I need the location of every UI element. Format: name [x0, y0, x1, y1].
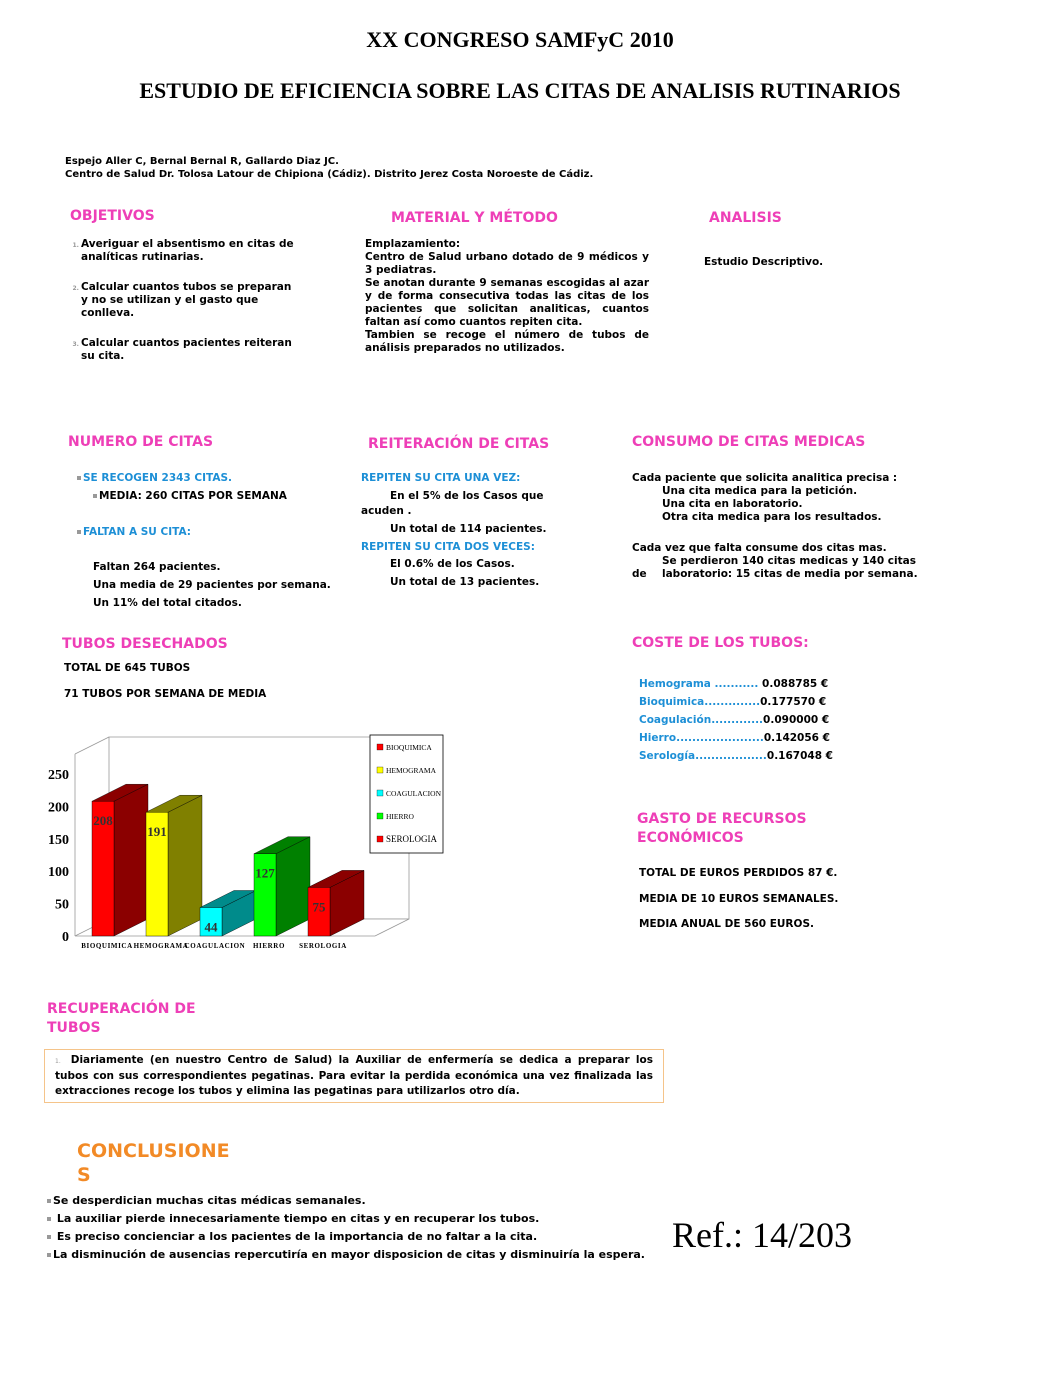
y-tick-label: 150 — [48, 832, 69, 848]
gasto-l3: MEDIA ANUAL DE 560 EUROS. — [639, 918, 814, 930]
conclusion-item: La disminución de ausencias repercutiría en mayor disposicion de citas y disminuiría la espera. — [47, 1246, 645, 1264]
material-text — [365, 238, 649, 355]
consumo-intro: Cada paciente que solicita analitica precisa : — [632, 472, 898, 484]
bar-value-label: 208 — [93, 813, 113, 829]
recuperacion-text: Diariamente (en nuestro Centro de Salud) la Auxiliar de enfermería se dedica a preparar los tubos con sus correspondientes pegatinas. Para evitar la perdida económica una vez finalizada las extracciones recoge los tubos y elimina las pegatinas para utilizarlos otro día. — [55, 1054, 653, 1097]
objetivo-item: 2. Calcular cuantos tubos se preparan y no se utilizan y el gasto que conlleva. — [81, 281, 295, 320]
objetivo-item: 1. Averiguar el absentismo en citas de analíticas rutinarias. — [81, 238, 295, 264]
consumo-falta: Cada vez que falta consume dos citas mas. — [632, 542, 887, 554]
x-tick-label: HEMOGRAMA — [133, 942, 189, 950]
repiten-una-l2: Un total de 114 pacientes. — [390, 523, 547, 535]
gasto-l2: MEDIA DE 10 EUROS SEMANALES. — [639, 893, 839, 905]
analisis-text: Estudio Descriptivo. — [704, 256, 824, 268]
legend-swatch — [377, 836, 383, 842]
legend-label: HIERRO — [386, 812, 414, 821]
conclusiones-list — [47, 1192, 645, 1264]
material-p2: Se anotan durante 9 semanas escogidas al azar y de forma consecutiva todas las citas de los pacientes que solicitan analiticas, cuantos faltan así como cuantos repiten cita. — [365, 277, 649, 328]
tubos-bar-chart — [40, 710, 460, 960]
consumo-c1: Una cita medica para la petición. — [662, 485, 858, 497]
reference: Ref.: 14/203 — [672, 1215, 852, 1255]
bar-value-label: 191 — [147, 824, 167, 840]
citas-media: MEDIA: 260 CITAS POR SEMANA — [93, 490, 287, 503]
tubos-semana: 71 TUBOS POR SEMANA DE MEDIA — [64, 688, 267, 700]
material-label: Emplazamiento: — [365, 238, 461, 250]
legend-label: SEROLOGIA — [386, 834, 437, 844]
consumo-perd1: Se perdieron 140 citas medicas y 140 citas — [662, 555, 916, 567]
coste-heading: COSTE DE LOS TUBOS: — [632, 635, 809, 651]
authors: Espejo Aller C, Bernal Bernal R, Gallardo Diaz JC. — [65, 156, 339, 167]
x-tick-label: BIOQUIMICA — [81, 942, 133, 950]
bar-value-label: 44 — [204, 919, 218, 935]
repiten-una-l1b: acuden . — [361, 505, 412, 517]
repiten-una: REPITEN SU CITA UNA VEZ: — [361, 472, 521, 484]
bar-value-label: 75 — [312, 899, 326, 915]
consumo-c3: Otra cita medica para los resultados. — [662, 511, 882, 523]
legend-label: BIOQUIMICA — [386, 743, 432, 752]
legend-swatch — [377, 767, 383, 773]
reiteracion-heading: REITERACIÓN DE CITAS — [368, 436, 550, 452]
gasto-l1: TOTAL DE EUROS PERDIDOS 87 €. — [639, 867, 838, 879]
coste-list — [639, 675, 833, 765]
coste-item-bioquimica: Bioquimica..............0.177570 € — [639, 696, 827, 708]
conclusion-item: La auxiliar pierde innecesariamente tiempo en citas y en recuperar los tubos. — [47, 1210, 645, 1228]
y-tick-label: 250 — [48, 768, 69, 783]
material-p3: Tambien se recoge el número de tubos de análisis preparados no utilizados. — [365, 329, 649, 354]
legend-label: HEMOGRAMA — [386, 766, 437, 775]
conclusiones-heading-2: S — [77, 1164, 91, 1186]
objetivos-list — [65, 238, 295, 380]
x-tick-label: HIERRO — [253, 942, 285, 950]
y-tick-label: 200 — [48, 800, 69, 816]
repiten-dos-l1: El 0.6% de los Casos. — [390, 558, 515, 570]
recuperacion-heading-2: TUBOS — [47, 1020, 101, 1036]
legend-label: COAGULACION — [386, 789, 441, 798]
material-heading: MATERIAL Y MÉTODO — [391, 210, 558, 226]
repiten-una-l1: En el 5% de los Casos que — [390, 490, 544, 502]
coste-item-hierro: Hierro......................0.142056 € — [639, 732, 830, 744]
objetivo-item: 3. Calcular cuantos pacientes reiteran su cita. — [81, 337, 295, 363]
conclusiones-heading-1: CONCLUSIONE — [77, 1140, 230, 1162]
conclusion-item: Se desperdician muchas citas médicas semanales. — [47, 1192, 645, 1210]
tubos-total: TOTAL DE 645 TUBOS — [64, 662, 191, 674]
bar-side — [168, 795, 202, 936]
bar-value-label: 127 — [255, 865, 275, 881]
objetivos-heading: OBJETIVOS — [70, 208, 155, 224]
legend-swatch — [377, 744, 383, 750]
poster-title: ESTUDIO DE EFICIENCIA SOBRE LAS CITAS DE ANALISIS RUTINARIOS — [139, 78, 901, 103]
legend-swatch — [377, 813, 383, 819]
consumo-c2: Una cita en laboratorio. — [662, 498, 803, 510]
coste-item-hemograma: Hemograma ........... 0.088785 € — [639, 678, 829, 690]
consumo-perd-de: de — [632, 568, 647, 580]
coste-item-serologia: Serología..................0.167048 € — [639, 750, 833, 762]
recuperacion-heading-1: RECUPERACIÓN DE — [47, 1001, 196, 1017]
coste-item-coagulacion: Coagulación.............0.090000 € — [639, 714, 830, 726]
numero-citas-heading: NUMERO DE CITAS — [68, 434, 214, 450]
bar-side — [276, 837, 310, 936]
recuperacion-box — [44, 1049, 664, 1103]
congress-title: XX CONGRESO SAMFyC 2010 — [366, 27, 674, 52]
y-tick-label: 0 — [62, 930, 69, 945]
conclusion-item: Es preciso concienciar a los pacientes de la importancia de no faltar a la cita. — [47, 1228, 645, 1246]
x-tick-label: COAGULACION — [184, 942, 246, 950]
tubos-heading: TUBOS DESECHADOS — [62, 636, 228, 652]
legend-swatch — [377, 790, 383, 796]
citas-recogen: SE RECOGEN 2343 CITAS. — [77, 472, 232, 485]
center: Centro de Salud Dr. Tolosa Latour de Chipiona (Cádiz). Distrito Jerez Costa Noroeste de Cádiz. — [65, 169, 594, 180]
faltan-l3: Un 11% del total citados. — [93, 597, 242, 609]
faltan-l1: Faltan 264 pacientes. — [93, 561, 221, 573]
faltan-l2: Una media de 29 pacientes por semana. — [93, 579, 331, 591]
citas-faltan: FALTAN A SU CITA: — [77, 526, 191, 539]
bar-side — [114, 784, 148, 936]
x-tick-label: SEROLOGIA — [299, 942, 347, 950]
repiten-dos: REPITEN SU CITA DOS VECES: — [361, 541, 535, 553]
gasto-heading-2: ECONÓMICOS — [637, 830, 744, 846]
gasto-heading-1: GASTO DE RECURSOS — [637, 811, 807, 827]
material-p1: Centro de Salud urbano dotado de 9 médicos y 3 pediatras. — [365, 251, 649, 276]
consumo-heading: CONSUMO DE CITAS MEDICAS — [632, 434, 866, 450]
y-tick-label: 50 — [55, 897, 69, 913]
repiten-dos-l2: Un total de 13 pacientes. — [390, 576, 540, 588]
y-tick-label: 100 — [48, 865, 69, 881]
consumo-perd2: laboratorio: 15 citas de media por semana. — [662, 568, 918, 580]
analisis-heading: ANALISIS — [709, 210, 782, 226]
wall-top-edge — [75, 737, 109, 754]
list-marker: 1. — [55, 1058, 61, 1065]
